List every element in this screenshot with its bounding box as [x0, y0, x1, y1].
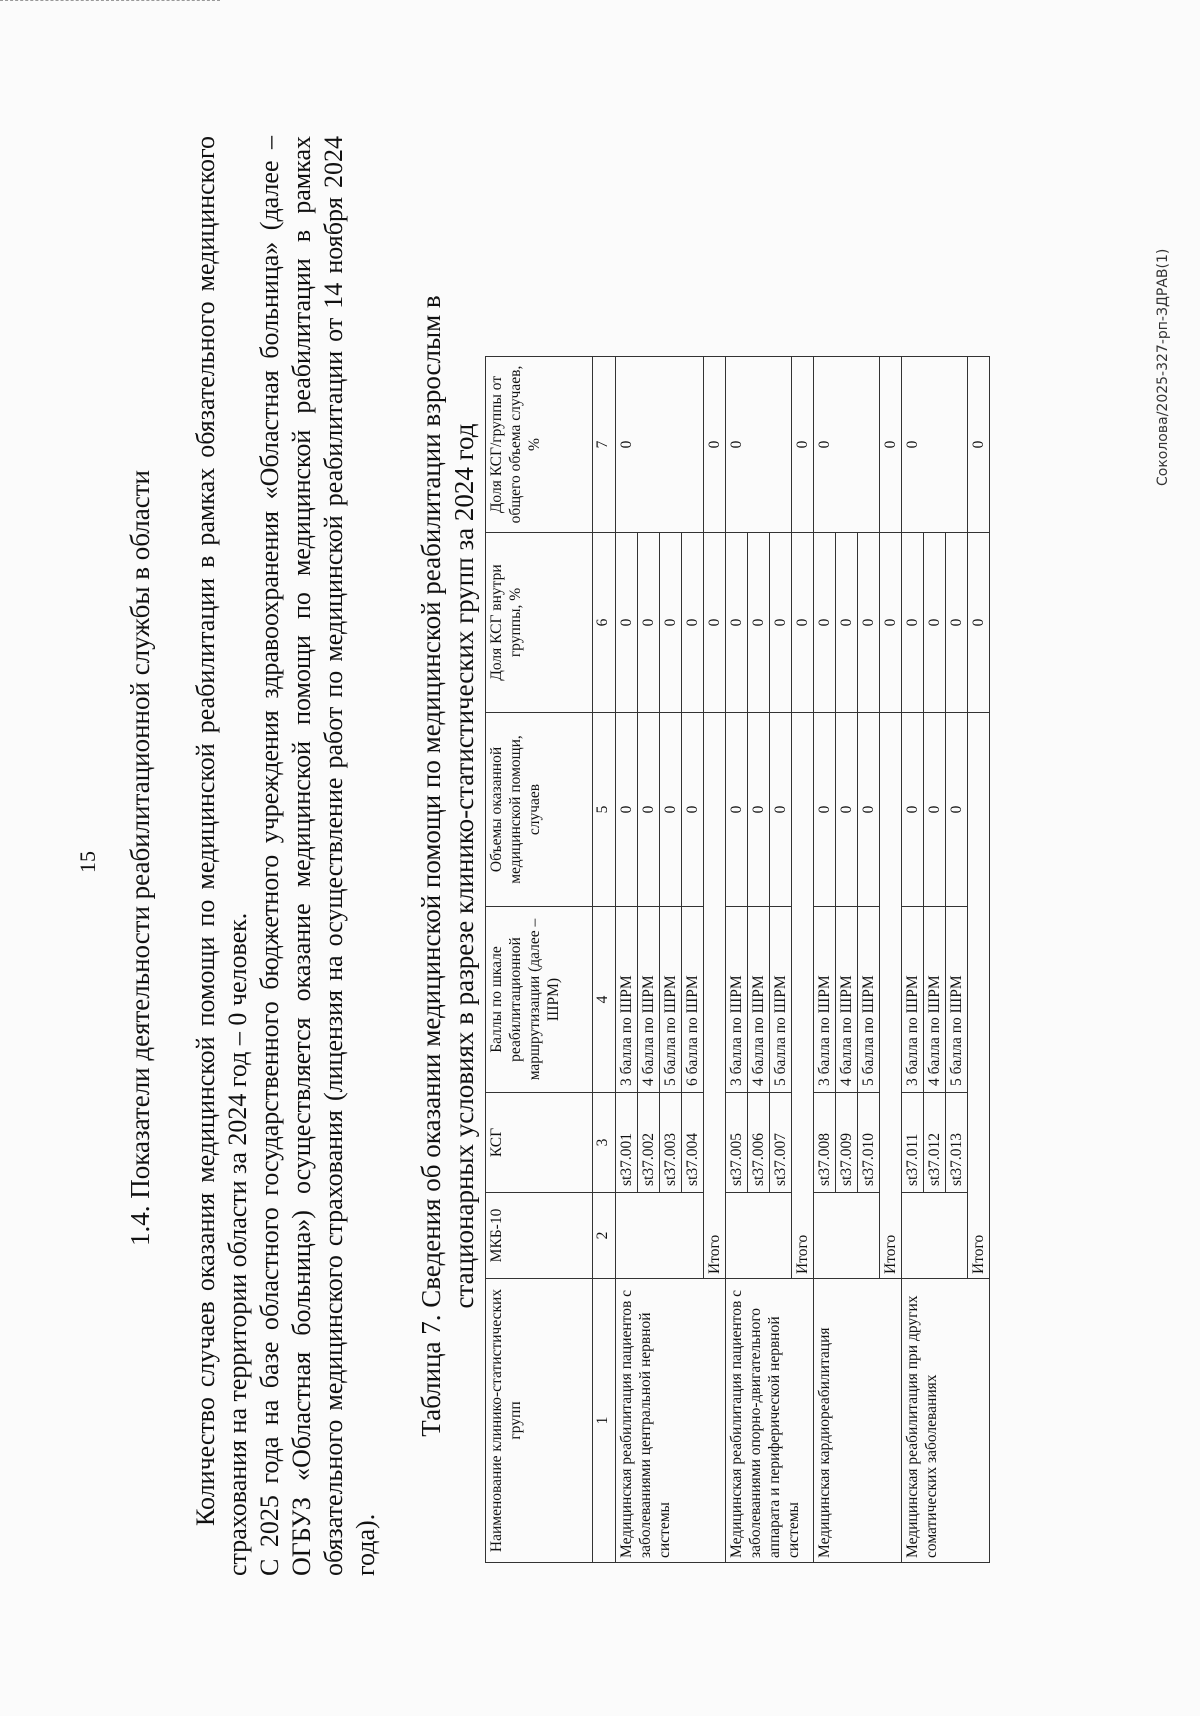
- total-label: Итого: [704, 713, 726, 1279]
- header-share-group: Доля КСГ внутри группы, %: [486, 533, 593, 713]
- volume-value: 0: [616, 713, 638, 907]
- footer-stamp: Соколова/2025-327-рп-ЗДРАВ(1): [1155, 248, 1171, 486]
- volume-value: 0: [748, 713, 770, 907]
- share-value: 0: [682, 533, 704, 713]
- share-value: 0: [660, 533, 682, 713]
- shrm-score: 3 балла по ШРМ: [726, 907, 748, 1093]
- volume-value: 0: [858, 713, 880, 907]
- group-share-total: 0: [726, 357, 792, 533]
- table-row: [616, 357, 638, 1563]
- share-value: 0: [638, 533, 660, 713]
- column-number: 6: [593, 533, 616, 713]
- ksg-code: st37.013: [946, 1093, 968, 1193]
- total-share-all: 0: [704, 357, 726, 533]
- shrm-score: 6 балла по ШРМ: [682, 907, 704, 1093]
- volume-value: 0: [638, 713, 660, 907]
- group-name: Медицинская реабилитация при других соматических заболеваниях: [902, 1279, 990, 1563]
- share-value: 0: [924, 533, 946, 713]
- ksg-code: st37.004: [682, 1093, 704, 1193]
- icd10-cell: [726, 1193, 792, 1279]
- paragraph-1: Количество случаев оказания медицинской помощи по медицинской реабилитации в рамках обязательного медицинского страхования на территории области за 2024 год – 0 человек.: [191, 136, 252, 1576]
- shrm-score: 5 балла по ШРМ: [946, 907, 968, 1093]
- header-share-total: Доля КСГ/группы от общего объема случаев, %: [486, 357, 593, 533]
- column-number: 4: [593, 907, 616, 1093]
- ksg-code: st37.003: [660, 1093, 682, 1193]
- volume-value: 0: [814, 713, 836, 907]
- ksg-code: st37.010: [858, 1093, 880, 1193]
- shrm-score: 4 балла по ШРМ: [748, 907, 770, 1093]
- table-caption: Таблица 7. Сведения об оказании медицинской помощи по медицинской реабилитации взрослым в стационарных условиях в разрезе клинико-статистических групп за 2024 год: [416, 295, 479, 1437]
- group-share-total: 0: [902, 357, 968, 533]
- ksg-code: st37.012: [924, 1093, 946, 1193]
- shrm-score: 4 балла по ШРМ: [638, 907, 660, 1093]
- header-volume: Объемы оказанной медицинской помощи, случаев: [486, 713, 593, 907]
- share-value: 0: [616, 533, 638, 713]
- shrm-score: 3 балла по ШРМ: [814, 907, 836, 1093]
- total-share-all: 0: [880, 357, 902, 533]
- column-number-row: [593, 357, 616, 1563]
- shrm-score: 5 балла по ШРМ: [660, 907, 682, 1093]
- volume-value: 0: [946, 713, 968, 907]
- icd10-cell: [814, 1193, 880, 1279]
- column-number: 5: [593, 713, 616, 907]
- total-share: 0: [880, 533, 902, 713]
- share-value: 0: [902, 533, 924, 713]
- table-row: [902, 357, 924, 1563]
- total-share: 0: [968, 533, 990, 713]
- paragraph-2: С 2025 года на базе областного государственного бюджетного учреждения здравоохранения «Областная больница» (далее – ОГБУЗ «Областная больница») осуществляется оказание медицинской помощи по медицинской реабилитации в рамках обязательного медицинского страхования (лицензия на осуществление работ по медицинской реабилитации от 14 ноября 2024 года).: [255, 136, 380, 1576]
- ksg-code: st37.001: [616, 1093, 638, 1193]
- ksg-code: st37.008: [814, 1093, 836, 1193]
- total-share: 0: [792, 533, 814, 713]
- total-label: Итого: [792, 713, 814, 1279]
- page-number: 15: [75, 851, 100, 873]
- group-name: Медицинская реабилитация пациентов с заболеваниями центральной нервной системы: [616, 1279, 726, 1563]
- group-name: Медицинская кардиореабилитация: [814, 1279, 902, 1563]
- total-label: Итого: [880, 713, 902, 1279]
- ksg-code: st37.005: [726, 1093, 748, 1193]
- shrm-score: 4 балла по ШРМ: [836, 907, 858, 1093]
- total-share-all: 0: [968, 357, 990, 533]
- icd10-cell: [902, 1193, 968, 1279]
- ksg-code: st37.011: [902, 1093, 924, 1193]
- ksg-table: [485, 356, 990, 1563]
- shrm-score: 5 балла по ШРМ: [858, 907, 880, 1093]
- icd10-cell: [616, 1193, 704, 1279]
- volume-value: 0: [682, 713, 704, 907]
- share-value: 0: [836, 533, 858, 713]
- volume-value: 0: [902, 713, 924, 907]
- volume-value: 0: [726, 713, 748, 907]
- column-number: 2: [593, 1193, 616, 1279]
- volume-value: 0: [770, 713, 792, 907]
- volume-value: 0: [836, 713, 858, 907]
- total-share-all: 0: [792, 357, 814, 533]
- table-row: [726, 357, 748, 1563]
- ksg-code: st37.006: [748, 1093, 770, 1193]
- group-share-total: 0: [814, 357, 880, 533]
- share-value: 0: [770, 533, 792, 713]
- total-share: 0: [704, 533, 726, 713]
- column-number: 1: [593, 1279, 616, 1563]
- column-number: 3: [593, 1093, 616, 1193]
- share-value: 0: [858, 533, 880, 713]
- column-number: 7: [593, 357, 616, 533]
- share-value: 0: [946, 533, 968, 713]
- volume-value: 0: [660, 713, 682, 907]
- share-value: 0: [748, 533, 770, 713]
- header-icd10: МКБ-10: [486, 1193, 593, 1279]
- shrm-score: 5 балла по ШРМ: [770, 907, 792, 1093]
- total-label: Итого: [968, 713, 990, 1279]
- header-shrm: Баллы по шкале реабилитационной маршрутизации (далее –ШРМ): [486, 907, 593, 1093]
- volume-value: 0: [924, 713, 946, 907]
- table-row: [814, 357, 836, 1563]
- ksg-code: st37.007: [770, 1093, 792, 1193]
- shrm-score: 3 балла по ШРМ: [616, 907, 638, 1093]
- shrm-score: 4 балла по ШРМ: [924, 907, 946, 1093]
- ksg-code: st37.002: [638, 1093, 660, 1193]
- header-ksg: КСГ: [486, 1093, 593, 1193]
- table-header-row: [486, 357, 593, 1563]
- share-value: 0: [726, 533, 748, 713]
- group-share-total: 0: [616, 357, 704, 533]
- shrm-score: 3 балла по ШРМ: [902, 907, 924, 1093]
- group-name: Медицинская реабилитация пациентов с заболеваниями опорно-двигательного аппарата и периферической нервной системы: [726, 1279, 814, 1563]
- ksg-code: st37.009: [836, 1093, 858, 1193]
- section-heading: 1.4. Показатели деятельности реабилитационной службы в области: [125, 470, 155, 1246]
- header-group-name: Наименование клинико-статистических групп: [486, 1279, 593, 1563]
- share-value: 0: [814, 533, 836, 713]
